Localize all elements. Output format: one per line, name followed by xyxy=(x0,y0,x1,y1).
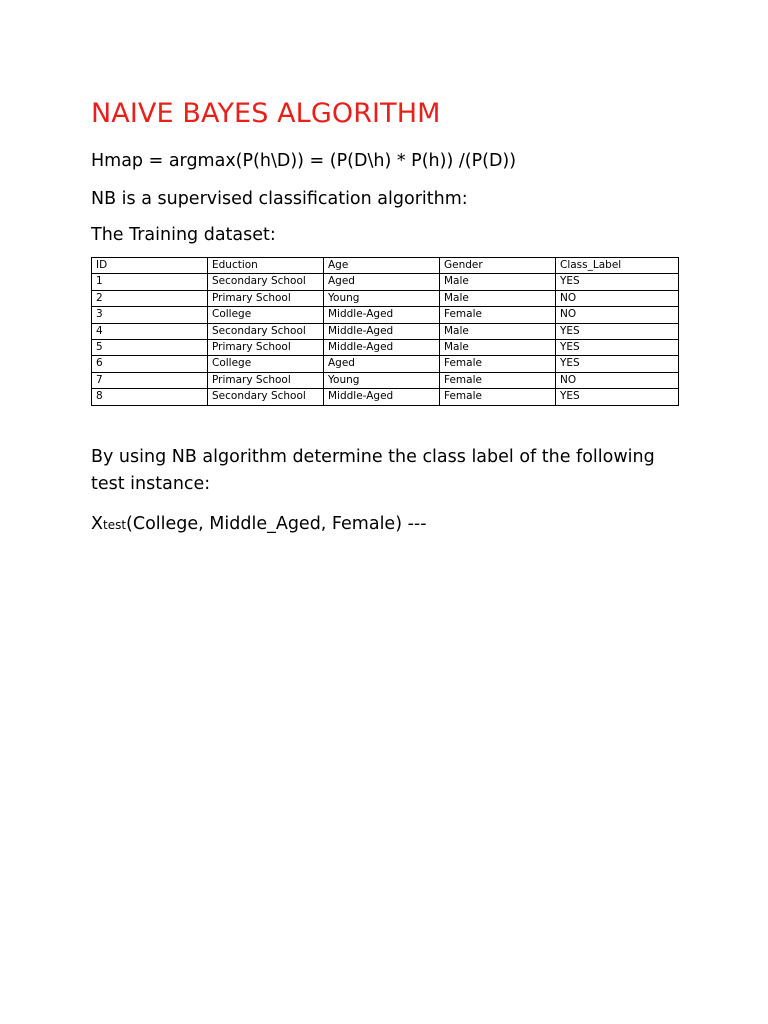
header-cell-age: Age xyxy=(324,258,440,274)
test-instance xyxy=(91,511,427,538)
table-cell: Middle-Aged xyxy=(324,389,440,405)
table-cell: 6 xyxy=(92,356,208,372)
header-cell-class-label: Class_Label xyxy=(556,258,679,274)
table-row xyxy=(92,356,679,372)
table-cell: Female xyxy=(440,372,556,388)
test-instance-values: (College, Middle_Aged, Female) --- xyxy=(126,514,427,534)
question-text: By using NB algorithm determine the class label of the following test instance: xyxy=(91,447,655,494)
table-cell: Aged xyxy=(324,356,440,372)
table-cell: Aged xyxy=(324,274,440,290)
table-cell: Secondary School xyxy=(208,274,324,290)
table-cell: YES xyxy=(556,389,679,405)
table-cell: 8 xyxy=(92,389,208,405)
table-row xyxy=(92,290,679,306)
formula-text: Hmap = argmax(P(h\D)) = (P(D\h) * P(h)) /(P(D)) xyxy=(91,151,517,171)
table-cell: Male xyxy=(440,274,556,290)
table-cell: YES xyxy=(556,340,679,356)
table-cell: Male xyxy=(440,340,556,356)
table-cell: YES xyxy=(556,356,679,372)
table-cell: NO xyxy=(556,307,679,323)
table-cell: 2 xyxy=(92,290,208,306)
table-cell: Primary School xyxy=(208,340,324,356)
table-cell: Male xyxy=(440,290,556,306)
test-instance-subscript: test xyxy=(103,518,127,532)
table-cell: YES xyxy=(556,274,679,290)
table-cell: 1 xyxy=(92,274,208,290)
intro-text: NB is a supervised classification algorithm: xyxy=(91,189,468,209)
table-cell: 7 xyxy=(92,372,208,388)
table-row xyxy=(92,340,679,356)
table-cell: NO xyxy=(556,372,679,388)
table-cell: Young xyxy=(324,290,440,306)
table-cell: 3 xyxy=(92,307,208,323)
table-cell: Middle-Aged xyxy=(324,340,440,356)
header-cell-gender: Gender xyxy=(440,258,556,274)
table-cell: 4 xyxy=(92,323,208,339)
test-instance-prefix: X xyxy=(91,514,103,534)
training-heading: The Training dataset: xyxy=(91,225,276,245)
table-row xyxy=(92,372,679,388)
table-row xyxy=(92,307,679,323)
table-cell: College xyxy=(208,356,324,372)
table-row xyxy=(92,323,679,339)
table-cell: YES xyxy=(556,323,679,339)
table-cell: Primary School xyxy=(208,372,324,388)
table-header-row xyxy=(92,258,679,274)
table-cell: 5 xyxy=(92,340,208,356)
table-cell: Male xyxy=(440,323,556,339)
table-cell: Female xyxy=(440,389,556,405)
table-cell: Middle-Aged xyxy=(324,323,440,339)
table-row xyxy=(92,274,679,290)
table-cell: NO xyxy=(556,290,679,306)
table-cell: Secondary School xyxy=(208,323,324,339)
table-cell: Young xyxy=(324,372,440,388)
table-cell: Secondary School xyxy=(208,389,324,405)
training-dataset-table xyxy=(91,257,679,406)
table-cell: Female xyxy=(440,307,556,323)
table-cell: Middle-Aged xyxy=(324,307,440,323)
header-cell-id: ID xyxy=(92,258,208,274)
table-cell: College xyxy=(208,307,324,323)
table-row xyxy=(92,389,679,405)
table-cell: Primary School xyxy=(208,290,324,306)
document-title: NAIVE BAYES ALGORITHM xyxy=(91,98,441,129)
header-cell-education: Eduction xyxy=(208,258,324,274)
table-cell: Female xyxy=(440,356,556,372)
